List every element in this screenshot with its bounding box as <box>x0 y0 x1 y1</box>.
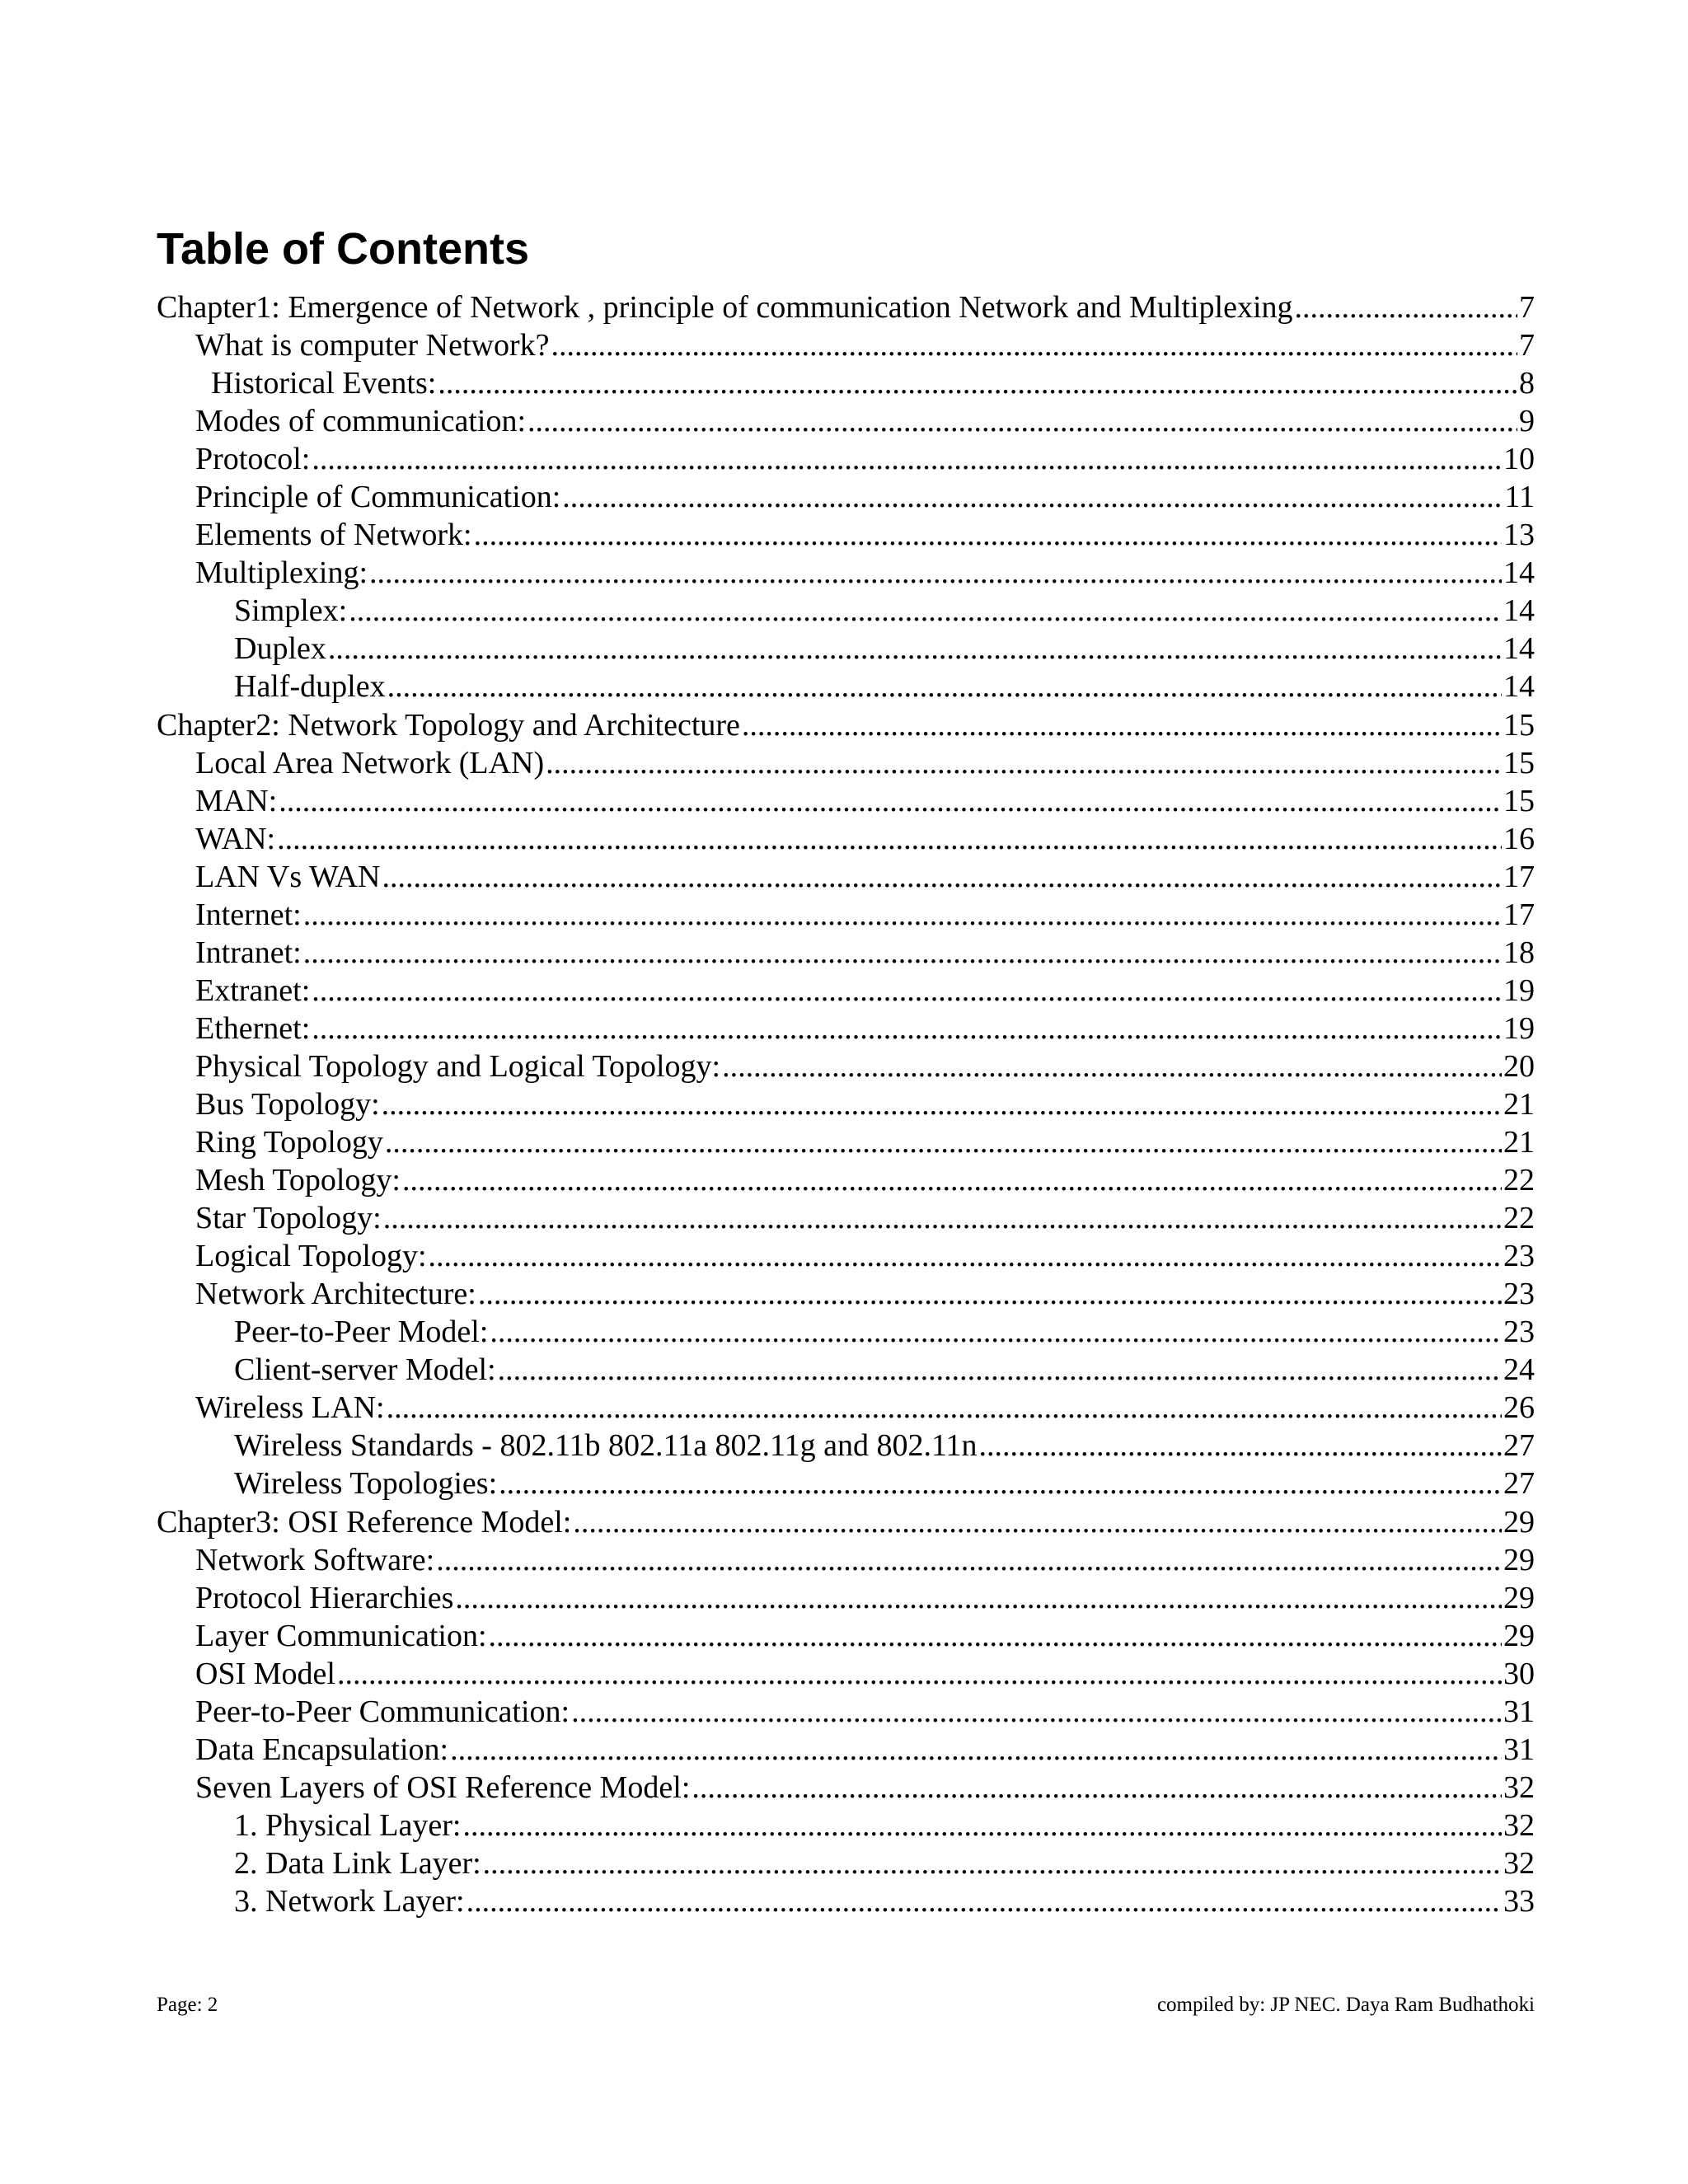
toc-entry-title: Mesh Topology: <box>195 1163 401 1198</box>
dot-leader <box>429 1237 1502 1275</box>
toc-entry[interactable] <box>157 478 1535 516</box>
dot-leader <box>312 1010 1502 1047</box>
toc-entry[interactable] <box>157 934 1535 972</box>
toc-entry-page: 21 <box>1503 1086 1535 1122</box>
toc-entry-title: Modes of communication: <box>195 404 527 439</box>
toc-entry-title: 2. Data Link Layer: <box>234 1845 481 1881</box>
toc-entry-page: 14 <box>1503 631 1535 667</box>
footer-credit: compiled by: JP NEC. Daya Ram Budhathoki <box>1156 1994 1535 2016</box>
toc-entry[interactable] <box>157 1503 1535 1541</box>
toc-entry-page: 19 <box>1503 1010 1535 1046</box>
page-footer <box>157 1993 1535 2018</box>
toc-entry-title: Network Software: <box>195 1542 435 1577</box>
toc-entry-page: 21 <box>1503 1125 1535 1160</box>
toc-entry-page: 32 <box>1503 1845 1535 1881</box>
toc-entry-title: Bus Topology: <box>195 1086 380 1122</box>
toc-entry-title: Data Encapsulation: <box>195 1732 449 1767</box>
dot-leader <box>692 1769 1502 1807</box>
toc-entry-title: Wireless Standards - 802.11b 802.11a 802.11g and 802.11n <box>234 1428 978 1464</box>
dot-leader <box>369 554 1502 592</box>
toc-entry[interactable] <box>157 896 1535 934</box>
dot-leader <box>546 744 1502 782</box>
toc-entry-page: 9 <box>1519 404 1535 439</box>
toc-entry[interactable] <box>157 1844 1535 1882</box>
toc-entry-title: Ethernet: <box>195 1010 311 1046</box>
toc-entry[interactable] <box>157 1579 1535 1617</box>
toc-entry-title: Peer-to-Peer Communication: <box>195 1694 570 1729</box>
dot-leader <box>551 326 1517 364</box>
dot-leader <box>312 972 1502 1010</box>
toc-entry-title: Historical Events: <box>211 366 437 401</box>
toc-entry[interactable] <box>157 1237 1535 1275</box>
dot-leader <box>498 1351 1502 1389</box>
toc-entry-title: Protocol: <box>195 442 311 477</box>
toc-entry[interactable] <box>157 1882 1535 1920</box>
toc-entry-title: Peer-to-Peer Model: <box>234 1315 489 1350</box>
dot-leader <box>562 478 1503 516</box>
toc-entry[interactable] <box>157 1351 1535 1389</box>
dot-leader <box>387 1389 1502 1427</box>
dot-leader <box>528 402 1517 440</box>
dot-leader <box>303 934 1502 972</box>
dot-leader <box>402 1161 1502 1199</box>
toc-entry-title: 3. Network Layer: <box>234 1883 465 1919</box>
toc-entry[interactable] <box>157 1427 1535 1465</box>
toc-entry-title: What is computer Network? <box>195 328 550 363</box>
toc-entry-title: Extranet: <box>195 972 311 1008</box>
toc-entry-title: LAN Vs WAN <box>195 859 381 894</box>
toc-entry[interactable] <box>157 782 1535 820</box>
toc-entry-page: 32 <box>1503 1769 1535 1805</box>
toc-entry-title: Half-duplex <box>234 669 386 705</box>
dot-leader <box>312 440 1502 478</box>
toc-entry-page: 15 <box>1503 707 1535 743</box>
toc-entry[interactable] <box>157 1617 1535 1655</box>
toc-entry-title: MAN: <box>195 783 278 818</box>
dot-leader <box>382 1085 1502 1123</box>
dot-leader <box>383 1199 1502 1237</box>
toc-entry[interactable] <box>157 1807 1535 1844</box>
toc-entry-page: 17 <box>1503 897 1535 932</box>
toc-entry-page: 26 <box>1503 1390 1535 1426</box>
toc-entry[interactable] <box>157 630 1535 668</box>
toc-entry[interactable] <box>157 858 1535 896</box>
toc-entry-title: Logical Topology: <box>195 1239 427 1274</box>
dot-leader <box>303 896 1502 934</box>
toc-entry-page: 15 <box>1503 745 1535 780</box>
dot-leader <box>277 820 1502 858</box>
toc-entry[interactable] <box>157 1313 1535 1351</box>
toc-entry-title: Wireless LAN: <box>195 1390 385 1426</box>
dot-leader <box>979 1427 1502 1465</box>
toc-entry-title: Physical Topology and Logical Topology: <box>195 1048 721 1084</box>
toc-entry-page: 22 <box>1503 1201 1535 1236</box>
toc-entry-title: Intranet: <box>195 935 302 970</box>
dot-leader <box>382 858 1503 896</box>
toc-entry-page: 33 <box>1503 1883 1535 1919</box>
toc-entry[interactable] <box>157 1199 1535 1237</box>
toc-entry[interactable] <box>157 592 1535 630</box>
dot-leader <box>450 1731 1502 1769</box>
toc-entry-title: Wireless Topologies: <box>234 1466 498 1502</box>
dot-leader <box>462 1807 1502 1844</box>
toc-entry-title: 1. Physical Layer: <box>234 1807 462 1843</box>
toc-entry[interactable] <box>157 1465 1535 1502</box>
toc-entry-title: Star Topology: <box>195 1201 382 1236</box>
toc-entry[interactable] <box>157 1275 1535 1313</box>
dot-leader <box>385 1123 1502 1161</box>
toc-entry[interactable] <box>157 744 1535 782</box>
toc-entry-page: 19 <box>1503 972 1535 1008</box>
toc-entry-page: 13 <box>1503 518 1535 553</box>
toc-entry-page: 8 <box>1519 366 1535 401</box>
toc-entry[interactable] <box>157 440 1535 478</box>
dot-leader <box>478 1275 1502 1313</box>
toc-entry[interactable] <box>157 554 1535 592</box>
toc-entry-page: 31 <box>1503 1732 1535 1767</box>
toc-entry-page: 16 <box>1503 821 1535 856</box>
toc-entry-title: Simplex: <box>234 593 348 629</box>
dot-leader <box>328 630 1502 668</box>
dot-leader <box>279 782 1502 820</box>
dot-leader <box>474 516 1502 554</box>
toc-entry-title: Protocol Hierarchies <box>195 1580 454 1615</box>
toc-entry-page: 7 <box>1519 328 1535 363</box>
toc-list <box>157 288 1535 1920</box>
toc-entry[interactable] <box>157 1389 1535 1427</box>
dot-leader <box>490 1313 1502 1351</box>
toc-entry[interactable] <box>157 1769 1535 1807</box>
toc-entry-page: 11 <box>1504 480 1535 515</box>
toc-entry-title: Principle of Communication: <box>195 480 561 515</box>
toc-entry-page: 17 <box>1503 859 1535 894</box>
toc-entry[interactable] <box>157 1541 1535 1579</box>
footer-page-number: Page: 2 <box>157 1994 218 2016</box>
toc-entry[interactable] <box>157 1085 1535 1123</box>
toc-entry-page: 30 <box>1503 1656 1535 1691</box>
dot-leader <box>349 592 1502 630</box>
toc-entry-page: 23 <box>1503 1239 1535 1274</box>
toc-entry-page: 27 <box>1503 1466 1535 1502</box>
toc-entry-page: 31 <box>1503 1694 1535 1729</box>
toc-entry-title: Layer Communication: <box>195 1618 487 1653</box>
toc-entry[interactable] <box>157 516 1535 554</box>
dot-leader <box>499 1465 1502 1502</box>
dot-leader <box>455 1579 1502 1617</box>
toc-entry-page: 14 <box>1503 555 1535 591</box>
toc-entry[interactable] <box>157 668 1535 705</box>
dot-leader <box>489 1617 1502 1655</box>
toc-entry-page: 29 <box>1503 1542 1535 1577</box>
dot-leader <box>387 668 1502 705</box>
toc-entry-title: Chapter3: OSI Reference Model: <box>157 1504 572 1540</box>
toc-entry-title: Chapter1: Emergence of Network , principle of communication Network and Multiplexing <box>157 290 1293 325</box>
toc-entry[interactable] <box>157 326 1535 364</box>
toc-entry[interactable] <box>157 972 1535 1010</box>
toc-entry[interactable] <box>157 706 1535 744</box>
dot-leader <box>436 1541 1502 1579</box>
dot-leader <box>573 1503 1502 1541</box>
toc-entry-page: 24 <box>1503 1352 1535 1388</box>
toc-entry-title: Ring Topology <box>195 1125 383 1160</box>
toc-entry-page: 18 <box>1503 935 1535 970</box>
toc-entry-page: 20 <box>1503 1048 1535 1084</box>
toc-entry-title: Chapter2: Network Topology and Architecture <box>157 707 740 743</box>
toc-entry-title: Internet: <box>195 897 302 932</box>
toc-entry-page: 23 <box>1503 1277 1535 1312</box>
toc-entry-page: 15 <box>1503 783 1535 818</box>
toc-entry[interactable] <box>157 288 1535 326</box>
toc-entry-page: 14 <box>1503 669 1535 705</box>
toc-entry[interactable] <box>157 1010 1535 1047</box>
toc-entry[interactable] <box>157 1047 1535 1085</box>
toc-entry-page: 29 <box>1503 1618 1535 1653</box>
toc-entry[interactable] <box>157 364 1535 402</box>
toc-entry-page: 32 <box>1503 1807 1535 1843</box>
toc-entry-page: 27 <box>1503 1428 1535 1464</box>
toc-entry-title: Seven Layers of OSI Reference Model: <box>195 1769 691 1805</box>
toc-entry[interactable] <box>157 820 1535 858</box>
toc-entry-page: 10 <box>1503 442 1535 477</box>
toc-entry[interactable] <box>157 402 1535 440</box>
toc-entry-page: 7 <box>1519 290 1535 325</box>
dot-leader <box>337 1655 1502 1693</box>
toc-entry-page: 23 <box>1503 1315 1535 1350</box>
dot-leader <box>571 1693 1502 1731</box>
dot-leader <box>722 1047 1502 1085</box>
dot-leader <box>483 1844 1502 1882</box>
toc-entry[interactable] <box>157 1655 1535 1693</box>
toc-entry[interactable] <box>157 1693 1535 1731</box>
toc-entry-title: WAN: <box>195 821 276 856</box>
toc-entry-page: 14 <box>1503 593 1535 629</box>
toc-entry[interactable] <box>157 1731 1535 1769</box>
toc-entry-title: OSI Model <box>195 1656 335 1691</box>
toc-entry[interactable] <box>157 1161 1535 1199</box>
toc-entry-title: Duplex <box>234 631 326 667</box>
toc-entry[interactable] <box>157 1123 1535 1161</box>
toc-entry-title: Multiplexing: <box>195 555 368 591</box>
toc-entry-title: Client-server Model: <box>234 1352 496 1388</box>
dot-leader <box>1295 288 1517 326</box>
toc-entry-title: Elements of Network: <box>195 518 472 553</box>
toc-entry-page: 22 <box>1503 1163 1535 1198</box>
dot-leader <box>742 706 1502 744</box>
toc-entry-title: Local Area Network (LAN) <box>195 745 545 780</box>
toc-entry-title: Network Architecture: <box>195 1277 476 1312</box>
dot-leader <box>467 1882 1502 1920</box>
toc-entry-page: 29 <box>1503 1580 1535 1615</box>
dot-leader <box>438 364 1517 402</box>
toc-entry-page: 29 <box>1503 1504 1535 1540</box>
page-title: Table of Contents <box>157 224 529 274</box>
